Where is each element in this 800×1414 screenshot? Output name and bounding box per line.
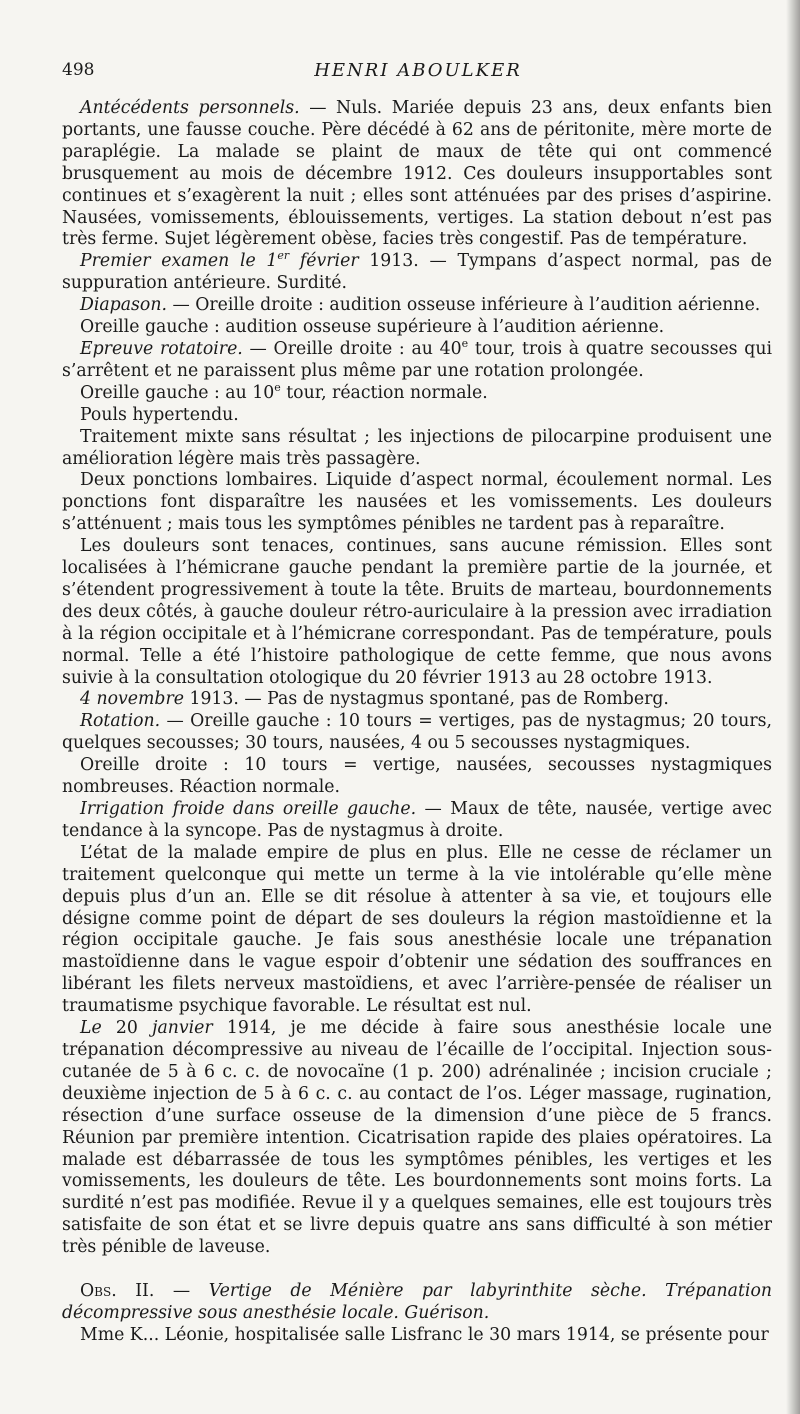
- paragraph-irrigation: Irrigation froide dans oreille gauche. — Maux de tête, nausée, vertige avec tendance à la syncope. Pas de nystagmus à droite.: [62, 799, 772, 841]
- running-head: [62, 60, 774, 88]
- paragraph-rotation: Rotation. — Oreille gauche : 10 tours = vertiges, pas de nystagmus; 20 tours, quelques secousses; 30 tours, nausées, 4 ou 5 secousses nystagmiques.: [62, 711, 772, 754]
- paragraph-20-janvier: Le 20 janvier 1914, je me décide à faire sous anesthésie locale une trépanation décompressive au niveau de l’écaille de l’occipital. Injection sous-cutanée de 5 à 6 c. c. de novocaïne (1 p. 200) adrénalinée ; incision cruciale ; deuxième injection de 5 à 6 c. c. au contact de l’os. Léger massage, rugination, résection d’une surface osseuse de la dimension d’une pièce de 5 francs. Réunion par première intention. Cicatrisation rapide des plaies opératoires. La malade est débarrassée de tous les symptômes pénibles, les vertiges et les vomissements, les douleurs de tête. Les bourdonnements sont moins forts. La surdité n’est pas modifiée. Revue il y a quelques semaines, elle est toujours très satisfaite de son état et se livre depuis quatre ans sans difficulté à son métier très pénible de laveuse.: [62, 1018, 772, 1258]
- paragraph-pouls: Pouls hypertendu.: [80, 404, 239, 425]
- paragraph-etat-malade: L’état de la malade empire de plus en plus. Elle ne cesse de réclamer un traitement quelconque qui mette un terme à la vie intolérable qu’elle mène depuis plus d’un an. Elle se dit résolue à attenter à sa vie, et toujours elle désigne comme point de départ de ses douleurs la région mastoïdienne et la région occipitale gauche. Je fais sous anesthésie locale une trépanation mastoïdienne dans le vague espoir d’obtenir une sédation des souffrances en libérant les filets nerveux mastoïdiens, et avec l’arrière-pensée de réaliser un traumatisme psychique favorable. Le résultat est nul.: [62, 842, 772, 1017]
- body-text: [62, 98, 772, 1347]
- running-title: HENRI ABOULKER: [314, 60, 522, 81]
- paragraph-antecedents: Antécédents personnels. — Nuls. Mariée depuis 23 ans, deux enfants bien portants, une fausse couche. Père décédé à 62 ans de péritonite, mère morte de paraplégie. La malade se plaint de maux de tête qui ont commencé brusquement au mois de décembre 1912. Ces douleurs insupportables sont continues et s’exagèrent la nuit ; elles sont atténuées par des prises d’aspirine. Nausées, vomissements, éblouissements, vertiges. La station debout n’est pas très ferme. Sujet légèrement obèse, facies très congestif. Pas de température.: [62, 98, 772, 250]
- paragraph-4-novembre: 4 novembre 1913. — Pas de nystagmus spontané, pas de Romberg.: [80, 689, 669, 710]
- paragraph-oreille-gauche-tour: Oreille gauche : au 10e tour, réaction normale.: [80, 381, 488, 403]
- page-edge-shadow: [786, 0, 800, 1414]
- paragraph-mme-k: Mme K... Léonie, hospitalisée salle Lisfranc le 30 mars 1914, se présente pour: [80, 1324, 769, 1345]
- paragraph-epreuve-rotatoire: Epreuve rotatoire. — Oreille droite : au 40e tour, trois à quatre secousses qui s’arrêtent et ne paraissent plus même par une rotation prolongée.: [62, 337, 773, 381]
- paragraph-oreille-gauche-audition: Oreille gauche : audition osseuse supérieure à l’audition aérienne.: [80, 317, 665, 338]
- paragraph-ponctions: Deux ponctions lombaires. Liquide d’aspect normal, écoulement normal. Les ponctions font disparaître les nausées et les vomissements. Les douleurs s’atténuent ; mais tous les symptômes pénibles ne tardent pas à reparaître.: [62, 470, 772, 535]
- page-number: 498: [62, 60, 95, 80]
- paragraph-traitement: Traitement mixte sans résultat ; les injections de pilocarpine produisent une amélioration légère mais très passagère.: [62, 426, 772, 469]
- observation-heading: Obs. II. — Vertige de Ménière par labyrinthite sèche. Trépanation décompressive sous anesthésie locale. Guérison.: [62, 1281, 772, 1323]
- paragraph-diapason: Diapason. — Oreille droite : audition osseuse inférieure à l’audition aérienne.: [80, 295, 761, 316]
- paragraph-lead: Antécédents personnels.: [80, 98, 300, 118]
- paragraph-douleurs: Les douleurs sont tenaces, continues, sans aucune rémission. Elles sont localisées à l’hémicrane gauche pendant la première partie de la journée, et s’étendent progressivement à toute la tête. Bruits de marteau, bourdonnements des deux côtés, à gauche douleur rétro-auriculaire à la pression avec irradiation à la région occipitale et à l’hémicrane correspondant. Pas de température, pouls normal. Telle a été l’histoire pathologique de cette femme, que nous avons suivie à la consultation otologique du 20 février 1913 au 28 octobre 1913.: [62, 536, 772, 688]
- paragraph-oreille-droite: Oreille droite : 10 tours = vertige, nausées, secousses nystagmiques nombreuses. Réaction normale.: [62, 755, 772, 798]
- paragraph-premier-examen: Premier examen le 1er février 1913. — Tympans d’aspect normal, pas de suppuration antérieure. Surdité.: [62, 249, 773, 294]
